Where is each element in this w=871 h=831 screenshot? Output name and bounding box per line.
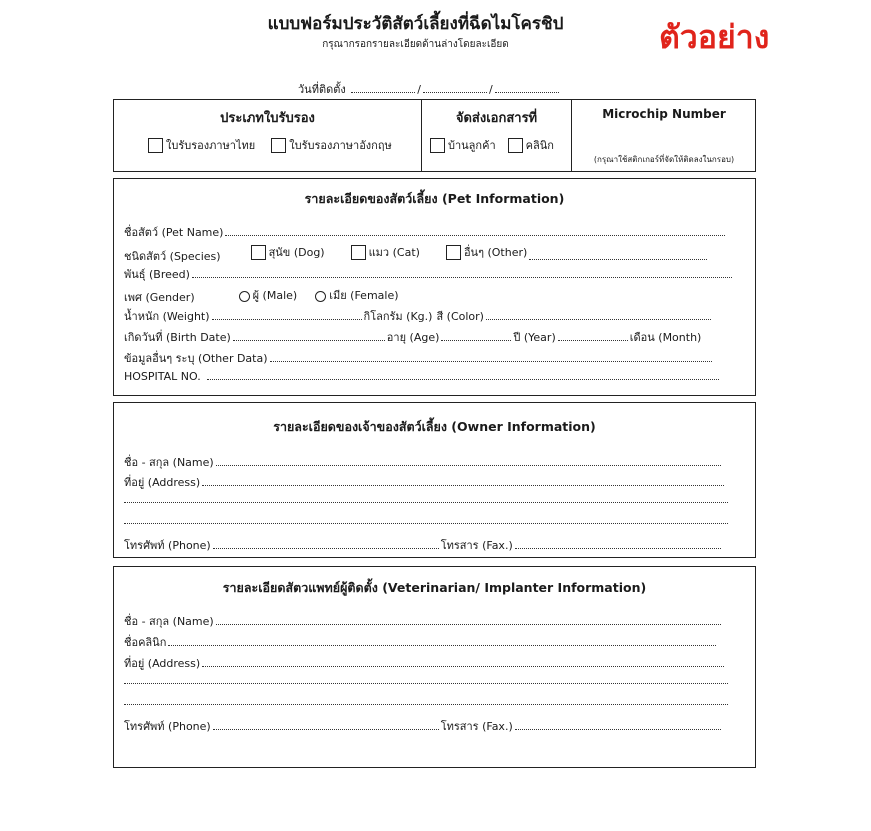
owner-address-field-3[interactable]: [124, 515, 728, 524]
microchip-note: (กรุณาใช้สติกเกอร์ที่จัดให้ติดลงในกรอบ): [593, 155, 735, 164]
owner-address-field-2[interactable]: [124, 494, 728, 503]
owner-phone-label: โทรศัพท์ (Phone): [124, 539, 211, 552]
hospital-field[interactable]: [207, 371, 719, 380]
species-other-field[interactable]: [529, 251, 707, 260]
breed-field[interactable]: [192, 269, 732, 278]
delivery-clinic-label: คลินิก: [525, 139, 554, 152]
owner-name-field[interactable]: [216, 457, 721, 466]
date-separator: /: [488, 83, 493, 96]
vet-address-label: ที่อยู่ (Address): [124, 657, 201, 670]
species-other-label: อื่นๆ (Other): [463, 246, 528, 259]
weight-label: น้ำหนัก (Weight): [124, 310, 210, 323]
cert-type-title: ประเภทใบรับรอง: [220, 111, 315, 126]
vet-address-row-2: [124, 675, 730, 684]
gender-row: [124, 286, 399, 306]
microchip-title: Microchip Number: [602, 107, 726, 121]
other-data-row: [124, 349, 714, 367]
birth-date-field[interactable]: [233, 332, 385, 341]
owner-phone-row: [124, 536, 723, 554]
cert-type-options: [148, 136, 392, 154]
species-label: ชนิดสัตว์ (Species): [124, 249, 221, 263]
owner-address-row-2: [124, 494, 730, 503]
owner-address-label: ที่อยู่ (Address): [124, 476, 201, 489]
gender-label: เพศ (Gender): [124, 290, 195, 304]
sample-watermark: ตัวอย่าง: [659, 18, 770, 56]
cert-english-checkbox[interactable]: [271, 138, 286, 153]
form-title: แบบฟอร์มประวัติสัตว์เลี้ยงที่ฉีดไมโครชิป: [267, 14, 564, 34]
kg-label: กิโลกรัม (Kg.): [363, 310, 433, 323]
owner-info-section: [113, 402, 756, 558]
species-other-checkbox[interactable]: [446, 245, 461, 260]
pet-name-row: [124, 223, 727, 241]
vet-clinic-field[interactable]: [168, 637, 716, 646]
delivery-customer-checkbox[interactable]: [430, 138, 445, 153]
install-date-year-field[interactable]: [495, 84, 559, 93]
age-label: อายุ (Age): [386, 331, 440, 344]
owner-phone-field[interactable]: [213, 540, 439, 549]
install-date-row: [298, 80, 561, 98]
vet-address-row-3: [124, 696, 730, 705]
owner-name-label: ชื่อ - สกุล (Name): [124, 456, 214, 469]
date-separator: /: [417, 83, 421, 96]
owner-fax-label: โทรสาร (Fax.): [440, 539, 513, 552]
owner-info-title: รายละเอียดของเจ้าของสัตว์เลี้ยง (Owner Information): [273, 419, 596, 434]
year-label: ปี (Year): [513, 331, 556, 344]
cert-english-label: ใบรับรองภาษาอังกฤษ: [289, 139, 392, 152]
top-options-box: [113, 99, 756, 172]
species-dog-label: สุนัข (Dog): [268, 246, 325, 259]
pet-name-label: ชื่อสัตว์ (Pet Name): [124, 226, 224, 239]
birth-label: เกิดวันที่ (Birth Date): [124, 331, 231, 344]
vet-name-label: ชื่อ - สกุล (Name): [124, 615, 214, 628]
gender-female-radio[interactable]: [315, 291, 326, 302]
owner-name-row: [124, 453, 723, 471]
form-subtitle: กรุณากรอกรายละเอียดด้านล่างโดยละเอียด: [322, 39, 509, 50]
weight-row: [124, 307, 713, 325]
vet-fax-label: โทรสาร (Fax.): [440, 720, 513, 733]
cert-thai-label: ใบรับรองภาษาไทย: [166, 139, 256, 152]
cert-thai-checkbox[interactable]: [148, 138, 163, 153]
gender-female-label: เมีย (Female): [329, 289, 399, 302]
install-date-month-field[interactable]: [423, 84, 487, 93]
breed-label: พันธุ์ (Breed): [124, 268, 190, 281]
divider: [571, 100, 572, 171]
vet-clinic-label: ชื่อคลินิก: [124, 636, 167, 649]
pet-info-title: รายละเอียดของสัตว์เลี้ยง (Pet Information): [304, 191, 565, 206]
vet-name-field[interactable]: [216, 616, 721, 625]
species-row: [124, 243, 709, 265]
delivery-title: จัดส่งเอกสารที่: [455, 111, 538, 126]
species-cat-checkbox[interactable]: [351, 245, 366, 260]
pet-info-section: [113, 178, 756, 396]
owner-address-field-1[interactable]: [202, 477, 724, 486]
owner-address-row-3: [124, 515, 730, 524]
age-year-field[interactable]: [441, 332, 511, 341]
color-field[interactable]: [486, 311, 711, 320]
hospital-row: [124, 370, 721, 383]
other-data-label: ข้อมูลอื่นๆ ระบุ (Other Data): [124, 352, 268, 365]
vet-info-title: รายละเอียดสัตวแพทย์ผู้ติดตั้ง (Veterinarian/ Implanter Information): [222, 580, 647, 595]
gender-male-radio[interactable]: [239, 291, 250, 302]
delivery-customer-label: บ้านลูกค้า: [448, 139, 496, 152]
gender-male-label: ผู้ (Male): [252, 289, 298, 302]
delivery-clinic-checkbox[interactable]: [508, 138, 523, 153]
vet-phone-field[interactable]: [213, 721, 439, 730]
hospital-label: HOSPITAL NO.: [124, 370, 201, 383]
delivery-options: [430, 136, 554, 154]
owner-address-row: [124, 473, 726, 491]
owner-fax-field[interactable]: [515, 540, 721, 549]
age-month-field[interactable]: [558, 332, 628, 341]
vet-phone-row: [124, 717, 723, 735]
month-label: เดือน (Month): [629, 331, 702, 344]
vet-clinic-row: [124, 633, 718, 651]
breed-row: [124, 265, 734, 283]
vet-address-row: [124, 654, 726, 672]
other-data-field[interactable]: [270, 353, 712, 362]
weight-field[interactable]: [212, 311, 362, 320]
vet-name-row: [124, 612, 723, 630]
vet-phone-label: โทรศัพท์ (Phone): [124, 720, 211, 733]
vet-address-field-2[interactable]: [124, 675, 728, 684]
vet-info-section: [113, 566, 756, 768]
pet-name-field[interactable]: [225, 227, 725, 236]
birth-row: [124, 328, 701, 346]
vet-fax-field[interactable]: [515, 721, 721, 730]
color-label: สี (Color): [436, 310, 484, 323]
vet-address-field-3[interactable]: [124, 696, 728, 705]
install-date-label: วันที่ติดตั้ง: [298, 83, 346, 96]
install-date-day-field[interactable]: [351, 84, 415, 93]
vet-address-field-1[interactable]: [202, 658, 724, 667]
species-dog-checkbox[interactable]: [251, 245, 266, 260]
species-cat-label: แมว (Cat): [368, 246, 420, 259]
